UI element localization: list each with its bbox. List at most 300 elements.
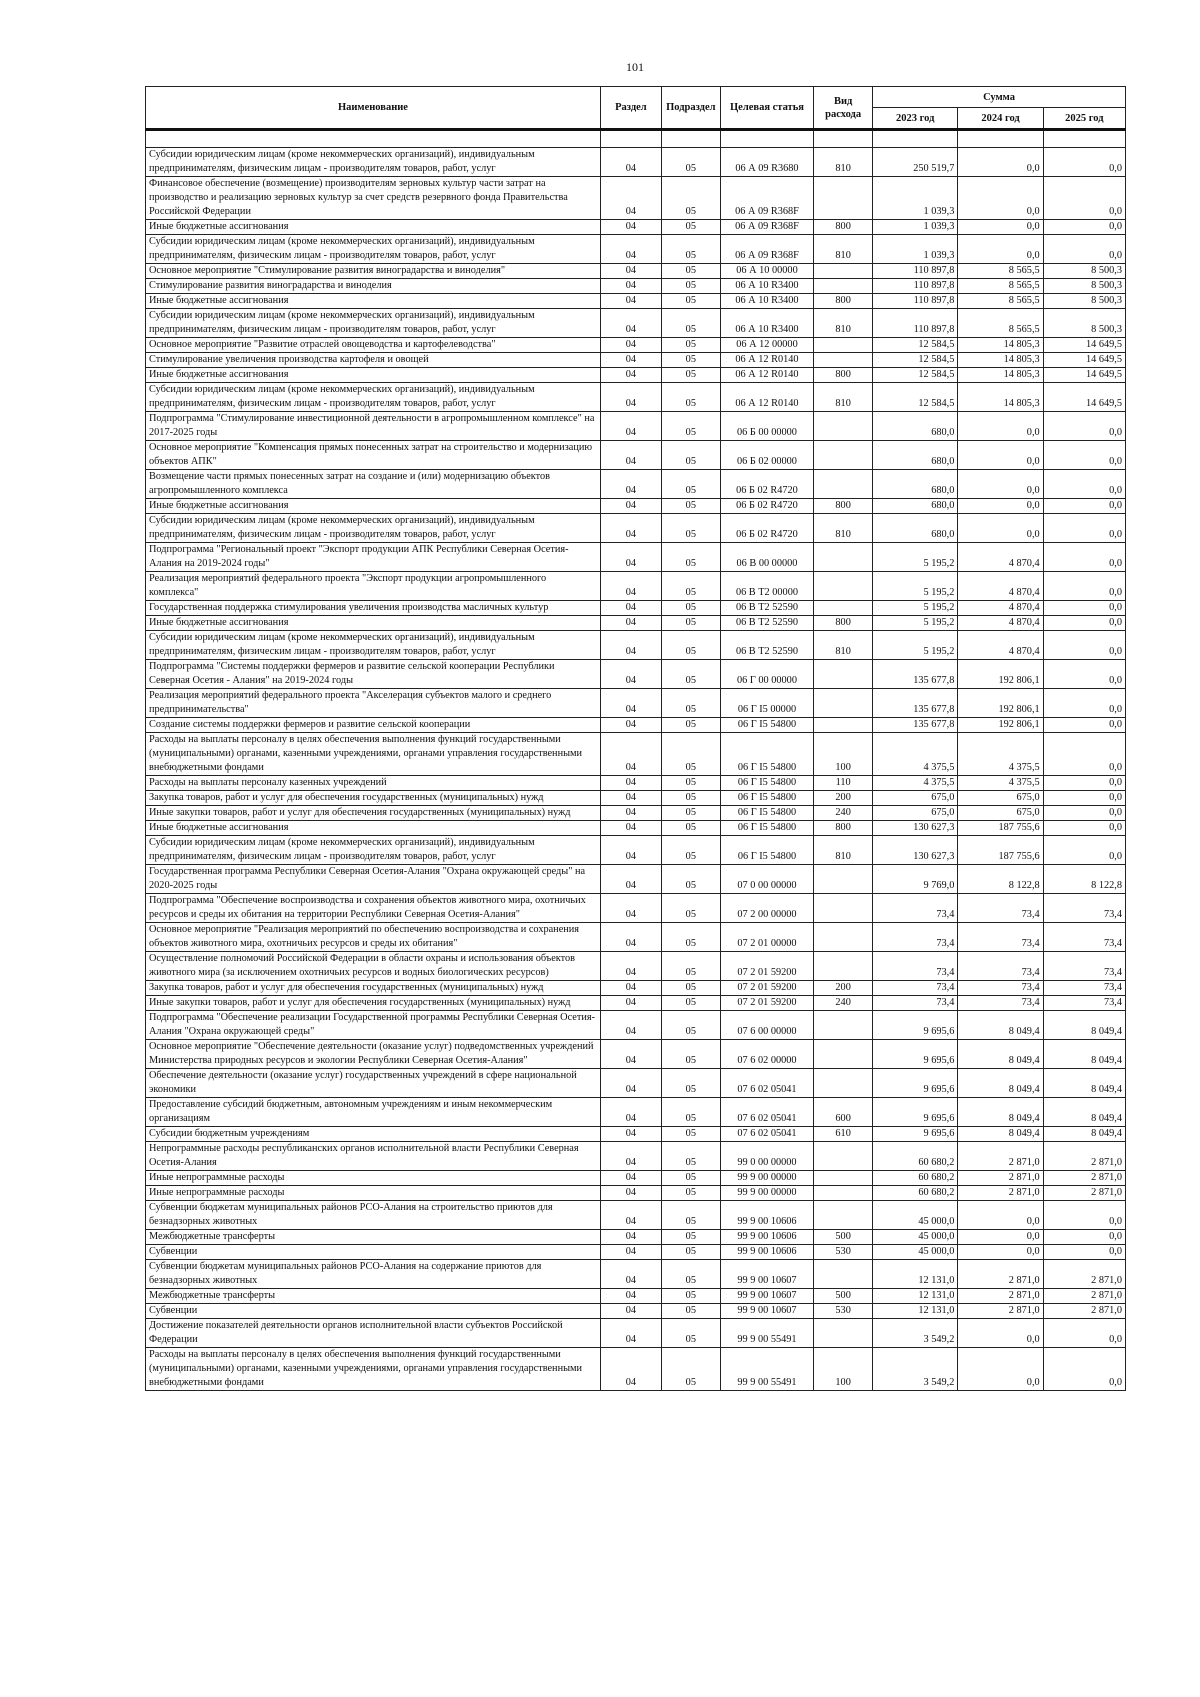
- row-razdel: 04: [600, 1098, 661, 1127]
- row-sum-2023: 135 677,8: [873, 718, 958, 733]
- row-sum-2024: 192 806,1: [958, 718, 1043, 733]
- row-podrazdel: 05: [661, 572, 720, 601]
- table-row: [146, 148, 1126, 177]
- row-celevaya-statya: 06 В Т2 00000: [720, 572, 813, 601]
- row-sum-2023: 5 195,2: [873, 572, 958, 601]
- row-sum-2024: 187 755,6: [958, 836, 1043, 865]
- row-vid-raskhoda: 810: [814, 514, 873, 543]
- row-name: Государственная поддержка стимулирования увеличения производства масличных культур: [146, 601, 601, 616]
- table-row: [146, 631, 1126, 660]
- header-razdel: Раздел: [600, 87, 661, 130]
- row-podrazdel: 05: [661, 631, 720, 660]
- row-sum-2023: 60 680,2: [873, 1171, 958, 1186]
- row-podrazdel: 05: [661, 177, 720, 220]
- row-sum-2025: 0,0: [1043, 616, 1125, 631]
- row-sum-2025: 8 049,4: [1043, 1040, 1125, 1069]
- row-sum-2025: 0,0: [1043, 177, 1125, 220]
- row-name: Основное мероприятие "Обеспечение деятельности (оказание услуг) подведомственных учреждений Министерства природных ресурсов и экологии Республики Северная Осетия-Алания": [146, 1040, 601, 1069]
- row-name: Достижение показателей деятельности органов исполнительной власти субъектов Российской Федерации: [146, 1319, 601, 1348]
- row-celevaya-statya: 07 2 00 00000: [720, 894, 813, 923]
- row-vid-raskhoda: 240: [814, 996, 873, 1011]
- row-sum-2024: 73,4: [958, 981, 1043, 996]
- row-sum-2023: 12 131,0: [873, 1304, 958, 1319]
- row-vid-raskhoda: [814, 177, 873, 220]
- row-celevaya-statya: 06 А 09 R368F: [720, 177, 813, 220]
- table-row: [146, 572, 1126, 601]
- row-name: Осуществление полномочий Российской Федерации в области охраны и использования объектов животного мира (за исключением охотничьих ресурсов и водных биологических ресурсов): [146, 952, 601, 981]
- row-sum-2024: 73,4: [958, 996, 1043, 1011]
- row-podrazdel: 05: [661, 220, 720, 235]
- table-row: [146, 996, 1126, 1011]
- table-row: [146, 616, 1126, 631]
- row-podrazdel: 05: [661, 981, 720, 996]
- row-sum-2023: 110 897,8: [873, 309, 958, 338]
- row-name: Иные бюджетные ассигнования: [146, 821, 601, 836]
- table-row: [146, 952, 1126, 981]
- row-name: Обеспечение деятельности (оказание услуг) государственных учреждений в сфере национальной экономики: [146, 1069, 601, 1098]
- table-row: [146, 865, 1126, 894]
- row-sum-2023: 12 584,5: [873, 383, 958, 412]
- row-sum-2025: 0,0: [1043, 791, 1125, 806]
- row-sum-2023: 73,4: [873, 923, 958, 952]
- row-sum-2024: 73,4: [958, 952, 1043, 981]
- row-name: Субсидии юридическим лицам (кроме некоммерческих организаций), индивидуальным предпринимателям, физическим лицам - производителям товаров, работ, услуг: [146, 309, 601, 338]
- row-celevaya-statya: 99 9 00 55491: [720, 1319, 813, 1348]
- row-sum-2024: 0,0: [958, 1230, 1043, 1245]
- row-name: Межбюджетные трансферты: [146, 1230, 601, 1245]
- row-sum-2024: 0,0: [958, 470, 1043, 499]
- header-celevaya-statya: Целевая статья: [720, 87, 813, 130]
- row-name: Субсидии бюджетным учреждениям: [146, 1127, 601, 1142]
- row-name: Субсидии юридическим лицам (кроме некоммерческих организаций), индивидуальным предпринимателям, физическим лицам - производителям товаров, работ, услуг: [146, 514, 601, 543]
- row-razdel: 04: [600, 981, 661, 996]
- row-razdel: 04: [600, 1127, 661, 1142]
- row-name: Субвенции: [146, 1304, 601, 1319]
- table-row: [146, 353, 1126, 368]
- row-podrazdel: 05: [661, 806, 720, 821]
- row-name: Субвенции бюджетам муниципальных районов РСО-Алания на содержание приютов для безнадзорных животных: [146, 1260, 601, 1289]
- row-sum-2023: 1 039,3: [873, 220, 958, 235]
- row-sum-2024: 8 049,4: [958, 1011, 1043, 1040]
- row-celevaya-statya: 06 В 00 00000: [720, 543, 813, 572]
- row-sum-2024: 4 870,4: [958, 616, 1043, 631]
- row-razdel: 04: [600, 235, 661, 264]
- row-vid-raskhoda: 600: [814, 1098, 873, 1127]
- row-podrazdel: 05: [661, 1127, 720, 1142]
- row-vid-raskhoda: [814, 718, 873, 733]
- row-celevaya-statya: 99 0 00 00000: [720, 1142, 813, 1171]
- row-celevaya-statya: 06 Г I5 54800: [720, 791, 813, 806]
- row-celevaya-statya: 06 А 10 00000: [720, 264, 813, 279]
- row-razdel: 04: [600, 996, 661, 1011]
- row-vid-raskhoda: [814, 1040, 873, 1069]
- row-sum-2025: 8 122,8: [1043, 865, 1125, 894]
- row-podrazdel: 05: [661, 338, 720, 353]
- row-vid-raskhoda: 810: [814, 309, 873, 338]
- row-razdel: 04: [600, 791, 661, 806]
- row-vid-raskhoda: [814, 601, 873, 616]
- row-podrazdel: 05: [661, 616, 720, 631]
- row-razdel: 04: [600, 1040, 661, 1069]
- table-row: [146, 1348, 1126, 1391]
- row-vid-raskhoda: 800: [814, 220, 873, 235]
- row-sum-2023: 9 695,6: [873, 1127, 958, 1142]
- row-podrazdel: 05: [661, 470, 720, 499]
- row-sum-2024: 4 870,4: [958, 543, 1043, 572]
- table-row: [146, 1142, 1126, 1171]
- row-sum-2024: 8 565,5: [958, 264, 1043, 279]
- row-celevaya-statya: 99 9 00 10607: [720, 1260, 813, 1289]
- row-sum-2024: 8 565,5: [958, 309, 1043, 338]
- row-razdel: 04: [600, 718, 661, 733]
- row-podrazdel: 05: [661, 776, 720, 791]
- row-sum-2025: 8 500,3: [1043, 264, 1125, 279]
- table-row: [146, 1127, 1126, 1142]
- table-row: [146, 1230, 1126, 1245]
- row-vid-raskhoda: [814, 470, 873, 499]
- row-name: Основное мероприятие "Стимулирование развития виноградарства и виноделия": [146, 264, 601, 279]
- row-name: Расходы на выплаты персоналу в целях обеспечения выполнения функций государственными (муниципальными) органами, казенными учреждениями, органами управления государственными внебюджетными фондами: [146, 1348, 601, 1391]
- table-row: [146, 177, 1126, 220]
- row-sum-2025: 14 649,5: [1043, 338, 1125, 353]
- row-sum-2025: 0,0: [1043, 631, 1125, 660]
- row-celevaya-statya: 07 2 01 00000: [720, 923, 813, 952]
- row-podrazdel: 05: [661, 1186, 720, 1201]
- row-celevaya-statya: 06 Б 00 00000: [720, 412, 813, 441]
- row-sum-2024: 192 806,1: [958, 660, 1043, 689]
- table-row: [146, 1304, 1126, 1319]
- row-celevaya-statya: 99 9 00 10607: [720, 1304, 813, 1319]
- row-sum-2024: 0,0: [958, 235, 1043, 264]
- header-year-2024: 2024 год: [958, 108, 1043, 130]
- row-razdel: 04: [600, 148, 661, 177]
- row-name: Закупка товаров, работ и услуг для обеспечения государственных (муниципальных) нужд: [146, 981, 601, 996]
- row-sum-2025: 8 049,4: [1043, 1011, 1125, 1040]
- row-sum-2025: 0,0: [1043, 806, 1125, 821]
- row-celevaya-statya: 07 6 02 05041: [720, 1098, 813, 1127]
- row-name: Подпрограмма "Региональный проект "Экспорт продукции АПК Республики Северная Осетия-Алания на 2019-2024 годы": [146, 543, 601, 572]
- table-body: [146, 130, 1126, 1391]
- row-sum-2023: 135 677,8: [873, 660, 958, 689]
- row-celevaya-statya: 06 Г 00 00000: [720, 660, 813, 689]
- row-sum-2024: 0,0: [958, 412, 1043, 441]
- row-podrazdel: 05: [661, 412, 720, 441]
- row-podrazdel: 05: [661, 836, 720, 865]
- row-sum-2025: 0,0: [1043, 235, 1125, 264]
- row-name: Субсидии юридическим лицам (кроме некоммерческих организаций), индивидуальным предпринимателям, физическим лицам - производителям товаров, работ, услуг: [146, 383, 601, 412]
- row-sum-2023: 9 695,6: [873, 1098, 958, 1127]
- row-podrazdel: 05: [661, 279, 720, 294]
- row-celevaya-statya: 07 6 02 05041: [720, 1069, 813, 1098]
- row-name: Подпрограмма "Обеспечение реализации Государственной программы Республики Северная Осетия-Алания "Охрана окружающей среды": [146, 1011, 601, 1040]
- row-razdel: 04: [600, 1245, 661, 1260]
- table-row: [146, 923, 1126, 952]
- row-razdel: 04: [600, 1201, 661, 1230]
- row-podrazdel: 05: [661, 1040, 720, 1069]
- row-vid-raskhoda: [814, 1069, 873, 1098]
- row-sum-2025: 0,0: [1043, 689, 1125, 718]
- row-podrazdel: 05: [661, 383, 720, 412]
- row-razdel: 04: [600, 1011, 661, 1040]
- row-sum-2023: 110 897,8: [873, 279, 958, 294]
- row-podrazdel: 05: [661, 718, 720, 733]
- table-row: [146, 383, 1126, 412]
- row-sum-2025: 0,0: [1043, 601, 1125, 616]
- table-row: [146, 470, 1126, 499]
- table-row: [146, 1098, 1126, 1127]
- row-sum-2024: 0,0: [958, 177, 1043, 220]
- table-row: [146, 1319, 1126, 1348]
- row-vid-raskhoda: [814, 1186, 873, 1201]
- row-sum-2024: 4 870,4: [958, 601, 1043, 616]
- row-razdel: 04: [600, 1230, 661, 1245]
- row-podrazdel: 05: [661, 148, 720, 177]
- row-name: Иные бюджетные ассигнования: [146, 499, 601, 514]
- row-name: Подпрограмма "Стимулирование инвестиционной деятельности в агропромышленном комплексе" на 2017-2025 годы: [146, 412, 601, 441]
- row-sum-2025: 0,0: [1043, 412, 1125, 441]
- row-vid-raskhoda: 530: [814, 1304, 873, 1319]
- row-sum-2024: 2 871,0: [958, 1304, 1043, 1319]
- row-vid-raskhoda: 240: [814, 806, 873, 821]
- row-sum-2023: 5 195,2: [873, 601, 958, 616]
- row-razdel: 04: [600, 353, 661, 368]
- table-row: [146, 338, 1126, 353]
- row-sum-2025: 0,0: [1043, 148, 1125, 177]
- table-row: [146, 264, 1126, 279]
- table-row: [146, 791, 1126, 806]
- row-sum-2023: 45 000,0: [873, 1230, 958, 1245]
- row-celevaya-statya: 07 6 02 00000: [720, 1040, 813, 1069]
- row-podrazdel: 05: [661, 1011, 720, 1040]
- row-razdel: 04: [600, 309, 661, 338]
- row-razdel: 04: [600, 543, 661, 572]
- row-sum-2025: 2 871,0: [1043, 1289, 1125, 1304]
- row-vid-raskhoda: 500: [814, 1230, 873, 1245]
- row-sum-2024: 8 565,5: [958, 279, 1043, 294]
- row-vid-raskhoda: 800: [814, 368, 873, 383]
- row-name: Возмещение части прямых понесенных затрат на создание и (или) модернизацию объектов агропромышленного комплекса: [146, 470, 601, 499]
- row-name: Предоставление субсидий бюджетным, автономным учреждениям и иным некоммерческим организациям: [146, 1098, 601, 1127]
- row-podrazdel: 05: [661, 865, 720, 894]
- row-celevaya-statya: 06 Б 02 R4720: [720, 514, 813, 543]
- row-sum-2024: 2 871,0: [958, 1289, 1043, 1304]
- row-sum-2023: 110 897,8: [873, 294, 958, 309]
- row-name: Государственная программа Республики Северная Осетия-Алания "Охрана окружающей среды" на 2020-2025 годы: [146, 865, 601, 894]
- row-vid-raskhoda: 200: [814, 981, 873, 996]
- row-celevaya-statya: 06 А 10 R3400: [720, 294, 813, 309]
- row-sum-2025: 2 871,0: [1043, 1186, 1125, 1201]
- row-podrazdel: 05: [661, 1245, 720, 1260]
- row-sum-2023: 12 584,5: [873, 353, 958, 368]
- row-celevaya-statya: 06 А 10 R3400: [720, 279, 813, 294]
- row-name: Создание системы поддержки фермеров и развитие сельской кооперации: [146, 718, 601, 733]
- row-sum-2023: 73,4: [873, 996, 958, 1011]
- row-name: Иные закупки товаров, работ и услуг для обеспечения государственных (муниципальных) нужд: [146, 806, 601, 821]
- row-podrazdel: 05: [661, 923, 720, 952]
- row-name: Субсидии юридическим лицам (кроме некоммерческих организаций), индивидуальным предпринимателям, физическим лицам - производителям товаров, работ, услуг: [146, 836, 601, 865]
- row-sum-2024: 8 049,4: [958, 1098, 1043, 1127]
- row-vid-raskhoda: [814, 894, 873, 923]
- row-podrazdel: 05: [661, 1098, 720, 1127]
- row-vid-raskhoda: 530: [814, 1245, 873, 1260]
- row-razdel: 04: [600, 441, 661, 470]
- row-name: Расходы на выплаты персоналу в целях обеспечения выполнения функций государственными (муниципальными) органами, казенными учреждениями, органами управления государственными внебюджетными фондами: [146, 733, 601, 776]
- row-celevaya-statya: 06 Г I5 54800: [720, 733, 813, 776]
- row-sum-2023: 45 000,0: [873, 1201, 958, 1230]
- row-name: Иные непрограммные расходы: [146, 1171, 601, 1186]
- row-celevaya-statya: 99 9 00 10607: [720, 1289, 813, 1304]
- row-podrazdel: 05: [661, 1201, 720, 1230]
- row-sum-2023: 12 584,5: [873, 368, 958, 383]
- row-razdel: 04: [600, 865, 661, 894]
- table-row: [146, 1011, 1126, 1040]
- row-podrazdel: 05: [661, 294, 720, 309]
- table-row: [146, 1040, 1126, 1069]
- row-celevaya-statya: 07 6 02 05041: [720, 1127, 813, 1142]
- row-podrazdel: 05: [661, 1319, 720, 1348]
- row-sum-2023: 12 131,0: [873, 1260, 958, 1289]
- row-podrazdel: 05: [661, 1069, 720, 1098]
- row-podrazdel: 05: [661, 499, 720, 514]
- row-razdel: 04: [600, 514, 661, 543]
- table-row: [146, 235, 1126, 264]
- row-name: Межбюджетные трансферты: [146, 1289, 601, 1304]
- row-sum-2023: 5 195,2: [873, 543, 958, 572]
- table-row: [146, 220, 1126, 235]
- row-name: Иные бюджетные ассигнования: [146, 220, 601, 235]
- table-row: [146, 1186, 1126, 1201]
- row-vid-raskhoda: [814, 338, 873, 353]
- row-sum-2024: 0,0: [958, 1319, 1043, 1348]
- row-razdel: 04: [600, 1304, 661, 1319]
- row-vid-raskhoda: 800: [814, 294, 873, 309]
- row-name: Иные бюджетные ассигнования: [146, 368, 601, 383]
- row-podrazdel: 05: [661, 660, 720, 689]
- row-sum-2023: 135 677,8: [873, 689, 958, 718]
- row-sum-2025: 8 049,4: [1043, 1098, 1125, 1127]
- row-sum-2025: 2 871,0: [1043, 1142, 1125, 1171]
- row-sum-2023: 60 680,2: [873, 1186, 958, 1201]
- row-sum-2025: 0,0: [1043, 1319, 1125, 1348]
- row-vid-raskhoda: 800: [814, 499, 873, 514]
- row-sum-2025: 14 649,5: [1043, 383, 1125, 412]
- row-razdel: 04: [600, 412, 661, 441]
- table-row: [146, 776, 1126, 791]
- row-vid-raskhoda: 100: [814, 1348, 873, 1391]
- row-name: Стимулирование увеличения производства картофеля и овощей: [146, 353, 601, 368]
- row-sum-2025: 73,4: [1043, 894, 1125, 923]
- row-celevaya-statya: 99 9 00 55491: [720, 1348, 813, 1391]
- row-sum-2024: 4 870,4: [958, 631, 1043, 660]
- row-celevaya-statya: 06 В Т2 52590: [720, 601, 813, 616]
- row-sum-2024: 14 805,3: [958, 353, 1043, 368]
- row-vid-raskhoda: 500: [814, 1289, 873, 1304]
- row-sum-2024: 8 049,4: [958, 1040, 1043, 1069]
- row-razdel: 04: [600, 733, 661, 776]
- row-podrazdel: 05: [661, 1230, 720, 1245]
- row-vid-raskhoda: [814, 1171, 873, 1186]
- row-celevaya-statya: 06 Б 02 R4720: [720, 470, 813, 499]
- row-sum-2023: 60 680,2: [873, 1142, 958, 1171]
- row-razdel: 04: [600, 1289, 661, 1304]
- row-vid-raskhoda: 810: [814, 148, 873, 177]
- row-sum-2023: 73,4: [873, 894, 958, 923]
- row-sum-2023: 12 131,0: [873, 1289, 958, 1304]
- row-vid-raskhoda: [814, 543, 873, 572]
- header-podrazdel: Подраздел: [661, 87, 720, 130]
- row-celevaya-statya: 99 9 00 00000: [720, 1171, 813, 1186]
- row-sum-2023: 130 627,3: [873, 836, 958, 865]
- row-sum-2024: 8 049,4: [958, 1127, 1043, 1142]
- row-sum-2025: 14 649,5: [1043, 353, 1125, 368]
- row-podrazdel: 05: [661, 543, 720, 572]
- row-sum-2025: 0,0: [1043, 718, 1125, 733]
- row-sum-2025: 8 049,4: [1043, 1127, 1125, 1142]
- row-sum-2025: 0,0: [1043, 1230, 1125, 1245]
- row-sum-2025: 8 500,3: [1043, 279, 1125, 294]
- table-row: [146, 1069, 1126, 1098]
- row-sum-2025: 0,0: [1043, 1245, 1125, 1260]
- row-razdel: 04: [600, 294, 661, 309]
- header-name: Наименование: [146, 87, 601, 130]
- row-sum-2024: 2 871,0: [958, 1260, 1043, 1289]
- row-sum-2025: 2 871,0: [1043, 1260, 1125, 1289]
- row-sum-2023: 73,4: [873, 952, 958, 981]
- row-sum-2025: 0,0: [1043, 514, 1125, 543]
- row-podrazdel: 05: [661, 441, 720, 470]
- row-razdel: 04: [600, 1348, 661, 1391]
- row-razdel: 04: [600, 821, 661, 836]
- row-vid-raskhoda: 810: [814, 631, 873, 660]
- row-name: Субсидии юридическим лицам (кроме некоммерческих организаций), индивидуальным предпринимателям, физическим лицам - производителям товаров, работ, услуг: [146, 148, 601, 177]
- row-podrazdel: 05: [661, 514, 720, 543]
- table-row: [146, 894, 1126, 923]
- row-celevaya-statya: 07 2 01 59200: [720, 981, 813, 996]
- row-sum-2024: 0,0: [958, 1348, 1043, 1391]
- row-podrazdel: 05: [661, 894, 720, 923]
- row-celevaya-statya: 06 Г I5 54800: [720, 806, 813, 821]
- table-header: [146, 87, 1126, 130]
- row-sum-2024: 8 565,5: [958, 294, 1043, 309]
- row-podrazdel: 05: [661, 791, 720, 806]
- row-podrazdel: 05: [661, 1142, 720, 1171]
- row-podrazdel: 05: [661, 353, 720, 368]
- row-podrazdel: 05: [661, 309, 720, 338]
- table-row: [146, 1245, 1126, 1260]
- row-sum-2025: 73,4: [1043, 952, 1125, 981]
- row-sum-2024: 675,0: [958, 806, 1043, 821]
- row-sum-2025: 0,0: [1043, 220, 1125, 235]
- row-sum-2023: 3 549,2: [873, 1319, 958, 1348]
- table-row: [146, 441, 1126, 470]
- row-name: Иные бюджетные ассигнования: [146, 294, 601, 309]
- row-name: Подпрограмма "Системы поддержки фермеров и развитие сельской кооперации Республики Северная Осетия - Алания" на 2019-2024 годы: [146, 660, 601, 689]
- row-sum-2024: 14 805,3: [958, 368, 1043, 383]
- row-sum-2024: 0,0: [958, 514, 1043, 543]
- row-sum-2023: 9 769,0: [873, 865, 958, 894]
- table-row: [146, 499, 1126, 514]
- row-sum-2025: 73,4: [1043, 996, 1125, 1011]
- row-sum-2025: 8 049,4: [1043, 1069, 1125, 1098]
- row-name: Подпрограмма "Обеспечение воспроизводства и сохранения объектов животного мира, охотничьих ресурсов и среды их обитания на территории Республики Северная Осетия-Алания": [146, 894, 601, 923]
- row-sum-2023: 9 695,6: [873, 1069, 958, 1098]
- row-sum-2023: 4 375,5: [873, 733, 958, 776]
- header-summa: Сумма: [873, 87, 1126, 108]
- row-sum-2024: 14 805,3: [958, 383, 1043, 412]
- row-name: Иные закупки товаров, работ и услуг для обеспечения государственных (муниципальных) нужд: [146, 996, 601, 1011]
- row-celevaya-statya: 06 А 12 R0140: [720, 368, 813, 383]
- row-sum-2023: 12 584,5: [873, 338, 958, 353]
